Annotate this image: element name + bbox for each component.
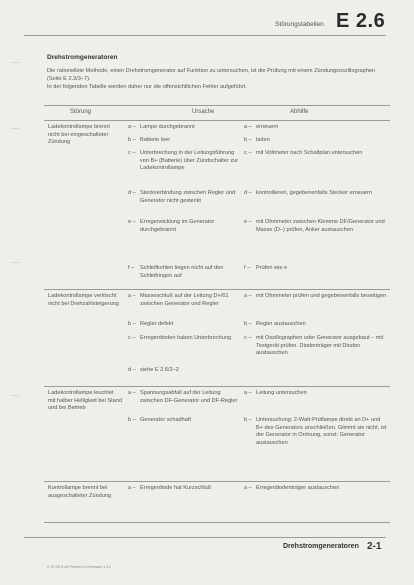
cause-text: Erregerdioden haben Unterbrechung [140, 335, 232, 341]
cause-letter: e – [128, 219, 136, 225]
cause-cell [128, 367, 244, 375]
remedy-text: Untersuchung: 2-Watt-Prüflampe direkt an D+ und B+ des Generators anschließen. Glimmt sie nicht, ist der Generator in Ordnung, sonst: Generator austauschen [256, 417, 387, 446]
cause-cell [128, 150, 244, 173]
cause-cell [128, 219, 244, 234]
remedy-cell [244, 335, 388, 358]
remedy-text: Regler austauschen [256, 321, 306, 327]
print-line: 2.75 IIS 0.08 Printed in Germany 1.12 [47, 565, 111, 569]
cause-text: Batterie leer [140, 137, 171, 143]
section-title: Drehstromgeneratoren [47, 54, 118, 61]
cause-letter: c – [128, 335, 136, 341]
cause-letter: f – [128, 265, 135, 271]
cause-text: Masseschluß auf der Leitung D+/61 zwischen Generator und Regler [140, 293, 229, 307]
cause-text: Erregerdiode hat Kurzschluß [140, 485, 212, 491]
page-number: 2-1 [367, 541, 382, 552]
remedy-letter: b – [244, 137, 252, 143]
remedy-cell [244, 190, 388, 198]
remedy-letter: c – [244, 150, 252, 156]
cause-letter: a – [128, 293, 136, 299]
margin-mark [11, 62, 19, 63]
column-header-cause: Ursache [192, 109, 215, 115]
remedy-letter: f – [244, 265, 251, 271]
column-header-remedy: Abhilfe [290, 109, 309, 115]
remedy-text: kontrollieren, gegebenenfalls Stecker erneuern [256, 190, 372, 196]
remedy-text: mit Oszillographen oder Generator ausgebaut – mit Testgerät prüfen. Diodenträger mit Dioden austauschen [256, 335, 384, 357]
cause-cell [128, 190, 244, 205]
symptom-cell: Ladekontrollampe leuchtet mit halber Helligkeit bei Stand und bei Betrieb [48, 390, 122, 412]
header-title: Störungstabellen [275, 21, 324, 28]
symptom-cell: Kontrollampe brennt bei ausgeschalteter Zündung [48, 485, 112, 499]
remedy-text: laden [256, 137, 270, 143]
cause-text: Lampe durchgebrannt [140, 124, 195, 130]
cause-text: Erregerwicklung im Generator durchgebrannt [140, 219, 215, 233]
table-header [44, 105, 390, 121]
cause-letter: a – [128, 485, 136, 491]
cause-cell [128, 485, 244, 493]
cause-text: Steckverbindung zwischen Regler und Generator nicht gesteckt [140, 190, 236, 204]
cause-letter: b – [128, 137, 136, 143]
footer-title: Drehstromgeneratoren [283, 543, 359, 550]
chapter-code: E 2.6 [336, 10, 386, 32]
footer-rule [24, 537, 386, 538]
remedy-cell [244, 219, 388, 234]
remedy-cell [244, 417, 388, 447]
remedy-letter: a – [244, 390, 252, 396]
troubleshooting-table [44, 105, 390, 523]
cause-cell [128, 417, 244, 425]
symptom-cell: Ladekontrollampe brennt nicht bei eingeschalteter Zündung [48, 124, 110, 146]
remedy-cell [244, 485, 388, 493]
cause-letter: b – [128, 417, 136, 423]
remedy-letter: a – [244, 293, 252, 299]
remedy-cell [244, 137, 388, 145]
remedy-letter: c – [244, 335, 252, 341]
remedy-text: mit Ohmmeter prüfen und gegebenenfalls beseitigen [256, 293, 387, 299]
cause-text: Generator schadhaft [140, 417, 191, 423]
remedy-cell [244, 150, 388, 158]
remedy-text: Leitung untersuchen [256, 390, 307, 396]
remedy-text: mit Voltmeter nach Schaltplan untersuchen [256, 150, 363, 156]
cause-cell [128, 321, 244, 329]
intro-paragraph: Die rationellste Methode, einen Drehstromgenerator auf Funktion zu untersuchen, ist die Prüfung mit einem Zündungsoszillographen (Seite E 2.3/3–7). [47, 68, 376, 82]
table-group [44, 121, 390, 290]
cause-letter: c – [128, 150, 136, 156]
table-group [44, 387, 390, 482]
cause-text: Regler defekt [140, 321, 174, 327]
cause-text: Spannungsabfall auf der Leitung zwischen DF-Generator und DF-Regler [140, 390, 238, 404]
cause-letter: b – [128, 321, 136, 327]
cause-cell [128, 335, 244, 343]
intro-text [47, 67, 387, 91]
remedy-cell [244, 321, 388, 329]
margin-mark [11, 128, 19, 129]
remedy-cell [244, 265, 388, 273]
cause-cell [128, 390, 244, 405]
header-rule [24, 35, 386, 36]
cause-letter: a – [128, 124, 136, 130]
cause-letter: a – [128, 390, 136, 396]
remedy-letter: b – [244, 417, 252, 423]
margin-mark [11, 262, 19, 263]
remedy-text: Prüfen wie e [256, 265, 288, 271]
table-group [44, 290, 390, 387]
cause-letter: d – [128, 190, 136, 196]
symptom-cell: Ladekontrollampe verlöscht nicht bei Drehzahlsteigerung [48, 293, 119, 307]
remedy-text: Erregerdiodenträger austauschen [256, 485, 340, 491]
remedy-cell [244, 390, 388, 398]
column-header-symptom: Störung [70, 109, 92, 115]
remedy-letter: d – [244, 190, 252, 196]
remedy-letter: a – [244, 485, 252, 491]
margin-mark [11, 395, 19, 396]
remedy-cell [244, 293, 388, 301]
remedy-text: erneuern [256, 124, 279, 130]
cause-text: siehe E 2.6/2–2 [140, 367, 179, 373]
intro-paragraph: In der folgenden Tabelle werden daher nur die offensichtlichen Fehler aufgeführt. [47, 84, 247, 90]
remedy-cell [244, 124, 388, 132]
remedy-letter: a – [244, 124, 252, 130]
cause-text: Unterbrechung in der Leitungsführung von B+ (Batterie) über Zündschalter zur Ladekontrollampe [140, 150, 239, 172]
remedy-letter: b – [244, 321, 252, 327]
cause-cell [128, 293, 244, 308]
cause-text: Schleifkohlen liegen nicht auf den Schleifringen auf [140, 265, 224, 279]
remedy-text: mit Ohmmeter zwischen Klemme DF/Generator und Masse (D–) prüfen, Anker austauschen [256, 219, 385, 233]
cause-letter: d – [128, 367, 136, 373]
cause-cell [128, 265, 244, 280]
cause-cell [128, 124, 244, 132]
cause-cell [128, 137, 244, 145]
remedy-letter: e – [244, 219, 252, 225]
table-group [44, 482, 390, 523]
